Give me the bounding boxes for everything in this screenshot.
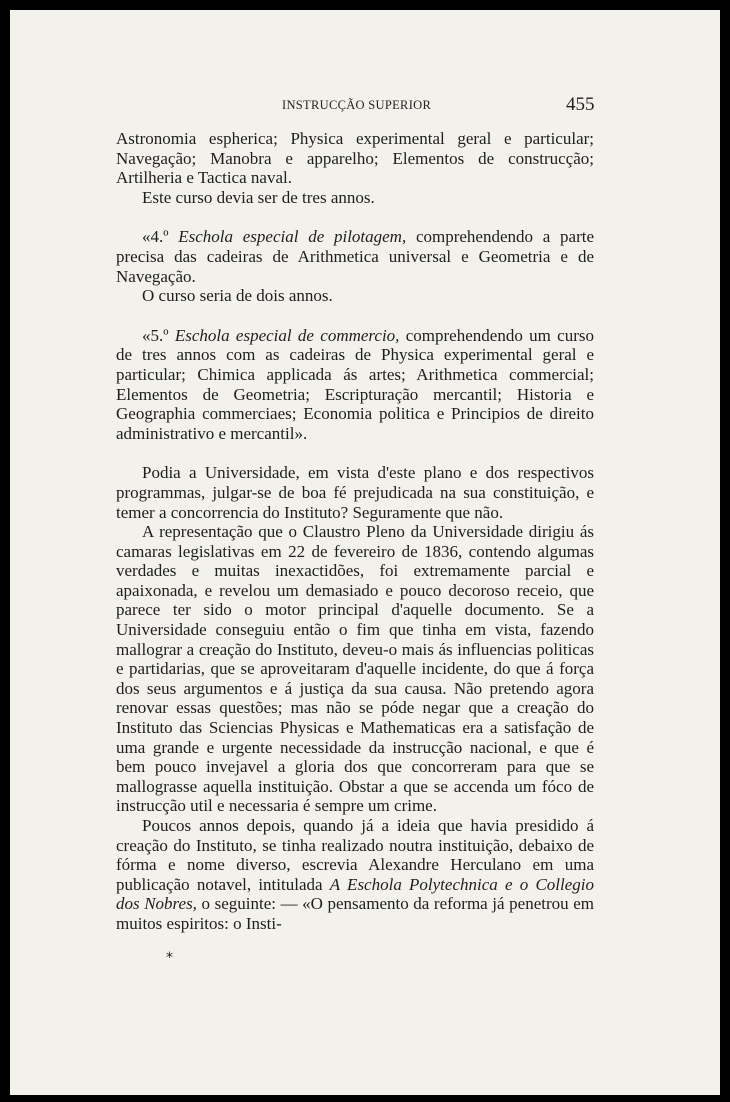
page-header: [10, 94, 720, 118]
paragraph-duration-2: O curso seria de dois annos.: [142, 286, 333, 306]
paragraph-claustro-representation: A representação que o Claustro Pleno da Universidade dirigiu ás camaras legislativas em 22 de fevereiro de 1836, contendo algumas verdades e muitas inexactidões, foi extremamente parcial e apaixonada, e revelou um demasiado e pouco decoroso receio, que parece ter sido o motor principal d'aquelle documento. Se a Universidade conseguiu então o fim que tinha em vista, fazendo mallograr a creação do Instituto, deveu-o mais ás influencias politicas e partidarias, que se aproveitaram d'aquelle incidente, do que á força dos seus argumentos e á justiça da sua causa. Não pretendo agora renovar essas questões; mas não se póde negar que a creação do Instituto das Sciencias Physicas e Mathematicas era a satisfação de uma grande e urgente necessidade da instrucção nacional, e que é bem pouco invejavel a gloria dos que concorreram para que se mallograsse aquella instituição. Obstar a que se accenda um fóco de instrucção util e necessaria é sempre um crime.: [116, 522, 594, 816]
publication-title: A Eschola Polytechnica e o Collegio dos Nobres,: [116, 874, 595, 914]
paragraph-university-question: Podia a Universidade, em vista d'este plano e dos respectivos programmas, julgar-se de boa fé prejudicada na sua constituição, e temer a concorrencia do Instituto? Seguramente que não.: [116, 463, 594, 522]
school-4-name: Eschola especial de pilotagem,: [178, 227, 407, 247]
paragraph-school-4: «4.º Eschola especial de pilotagem, comprehendendo a parte precisa das cadeiras de Arithmetica universal e Geometria e de Navegação.: [116, 227, 594, 286]
paragraph-curriculum: Astronomia espherica; Physica experimental geral e particular; Navegação; Manobra e apparelho; Elementos de construcção; Artilheria e Tactica naval.: [116, 129, 594, 188]
body-text: [116, 129, 594, 934]
book-page: [10, 10, 720, 1095]
paragraph-school-5: «5.º Eschola especial de commercio, comprehendendo um curso de tres annos com as cadeiras de Physica experimental geral e particular; Chimica applicada ás artes; Arithmetica commercial; Elementos de Geometria; Escripturação mercantil; Historia e Geographia commerciaes; Economia politica e Principios de direito administrativo e mercantil».: [116, 325, 594, 443]
running-head: INSTRUCÇÃO SUPERIOR: [282, 98, 432, 112]
signature-mark: *: [166, 950, 173, 966]
school-5-name: Eschola especial de commercio,: [174, 325, 400, 345]
paragraph-duration-3: Este curso devia ser de tres annos.: [142, 187, 375, 207]
paragraph-herculano: Poucos annos depois, quando já a ideia que havia presidido á creação do Instituto, se tinha realizado noutra instituição, debaixo de fórma e nome diverso, escrevia Alexandre Herculano em uma publicação notavel, intitulada A Eschola Polytechnica e o Collegio dos Nobres, o seguinte: — «O pensamento da reforma já penetrou em muitos espiritos: o Insti-: [116, 816, 595, 933]
page-number: 455: [566, 94, 595, 115]
